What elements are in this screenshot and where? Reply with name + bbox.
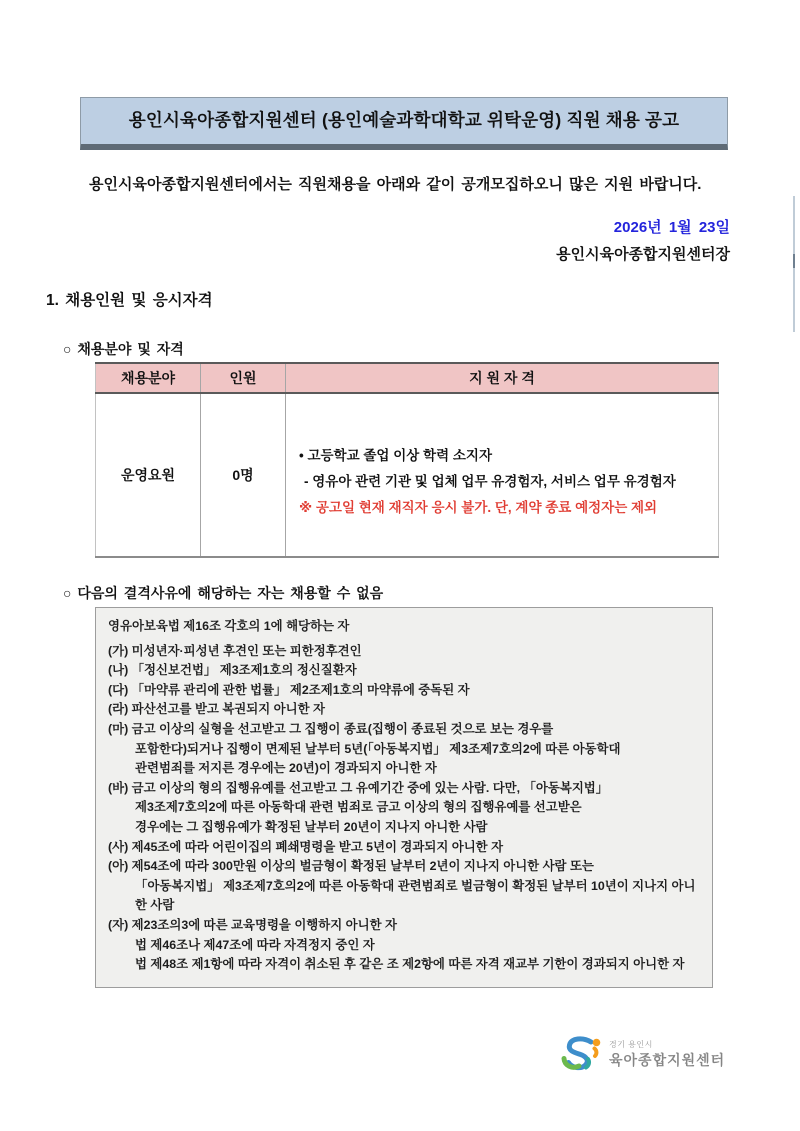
disq-item [108, 700, 700, 720]
logo-region-label: 경기 용인시 [609, 1039, 653, 1049]
disq-item-label: (가) [108, 643, 132, 658]
disq-intro-line: 영유아보육법 제16조 각호의 1에 해당하는 자 [108, 619, 350, 633]
disq-item-list [108, 642, 700, 975]
disq-item-line: (다) 「마약류 관리에 관한 법률」 제2조제1호의 마약류에 중독된 자 [108, 682, 470, 697]
scan-artifact-mark [793, 254, 795, 268]
intro-paragraph: 용인시육아종합지원센터에서는 직원채용을 아래와 같이 공개모집하오니 많은 지원 바랍니다. [89, 176, 702, 193]
disq-item-label: (나) [108, 663, 132, 678]
disq-item [108, 916, 700, 975]
disq-item-line: (아) 제54조에 따라 300만원 이상의 벌금형이 확정된 날부터 2년이 지나지 아니한 사람 또는 [108, 859, 594, 874]
table-header-row [96, 363, 719, 393]
center-logo [558, 1035, 725, 1073]
disq-item-label: (아) [108, 859, 132, 874]
disq-item [108, 779, 700, 838]
disq-item-label: (라) [108, 702, 132, 717]
cell-qualifications [286, 393, 719, 557]
disq-item-line: 법 제48조 제1항에 따라 자격이 취소된 후 같은 조 제2항에 따른 자격 재교부 기한이 경과되지 아니한 자 [135, 957, 685, 972]
col-header-field: 채용분야 [96, 363, 201, 393]
disq-item-line: (마) 금고 이상의 실형을 선고받고 그 집행이 종료(집행이 종료된 것으로 보는 경우를 [108, 721, 554, 736]
disq-item-line: (바) 금고 이상의 형의 집행유예를 선고받고 그 유예기간 중에 있는 사람. 다만, 「아동복지법」 [108, 780, 609, 795]
disq-item-line: 「아동복지법」 제3조제7호의2에 따른 아동학대 관련범죄로 벌금형이 확정된 날부터 10년이 지나지 아니 [135, 878, 696, 893]
cell-recruit-count: 0명 [201, 393, 286, 557]
disq-item-line: 제3조제7호의2에 따른 아동학대 관련 범죄로 금고 이상의 형의 집행유예를 선고받은 [135, 800, 582, 815]
disq-item-line: 경우에는 그 집행유예가 확정된 날부터 20년이 지나지 아니한 사람 [135, 819, 488, 834]
disq-item-line: (가) 미성년자·피성년 후견인 또는 피한정후견인 [108, 643, 362, 658]
disq-item-line: (나) 「정신보건법」 제3조제1호의 정신질환자 [108, 663, 357, 678]
disq-item-line: 한 사람 [135, 898, 175, 913]
disq-item-label: (바) [108, 780, 132, 795]
page-title: 용인시육아종합지원센터 (용인예술과학대학교 위탁운영) 직원 채용 공고 [128, 110, 680, 130]
disq-item-label: (다) [108, 682, 132, 697]
qualification-line-1: • 고등학교 졸업 이상 학력 소지자 [299, 448, 493, 463]
disq-item [108, 857, 700, 916]
subsection-disqualification: ○ 다음의 결격사유에 해당하는 자는 채용할 수 없음 [63, 585, 384, 601]
disq-item [108, 661, 700, 681]
disqualification-box [95, 607, 713, 988]
qualification-line-2: - 영유아 관련 기관 및 업체 업무 유경험자, 서비스 업무 유경험자 [304, 474, 676, 489]
cell-recruit-field: 운영요원 [96, 393, 201, 557]
center-logo-text [609, 1039, 725, 1070]
announcement-date: 2026년 1월 23일 [613, 219, 730, 236]
disq-item [108, 838, 700, 858]
recruitment-table [95, 362, 719, 558]
center-logo-mark-icon [558, 1035, 604, 1073]
qualification-note: ※ 공고일 현재 재직자 응시 불가. 단, 계약 종료 예정자는 제외 [299, 500, 658, 515]
table-row [96, 393, 719, 557]
announcement-title-banner [80, 97, 728, 150]
disq-item-line: (자) 제23조의3에 따른 교육명령을 이행하지 아니한 자 [108, 917, 397, 932]
disq-item [108, 681, 700, 701]
disq-item-label: (마) [108, 721, 132, 736]
disq-item-label: (자) [108, 917, 132, 932]
section-heading-recruitment: 1. 채용인원 및 응시자격 [46, 292, 213, 309]
subsection-recruit-fields: ○ 채용분야 및 자격 [63, 341, 184, 357]
logo-center-name: 육아종합지원센터 [609, 1051, 726, 1068]
signer-title: 용인시육아종합지원센터장 [556, 246, 730, 263]
disq-item-line: (사) 제45조에 따라 어린이집의 폐쇄명령을 받고 5년이 경과되지 아니한 자 [108, 839, 504, 854]
col-header-qualification: 지 원 자 격 [286, 363, 719, 393]
disq-item-line: (라) 파산선고를 받고 복권되지 아니한 자 [108, 702, 325, 717]
disq-item-line: 법 제46조나 제47조에 따라 자격정지 중인 자 [135, 937, 375, 952]
disq-item [108, 642, 700, 662]
col-header-count: 인원 [201, 363, 286, 393]
disq-item-label: (사) [108, 839, 132, 854]
scan-artifact-line [793, 196, 795, 332]
disq-item-line: 포함한다)되거나 집행이 면제된 날부터 5년(「아동복지법」 제3조제7호의2에 따른 아동학대 [135, 741, 621, 756]
disq-item [108, 720, 700, 779]
disq-item-line: 관련범죄를 저지른 경우에는 20년)이 경과되지 아니한 자 [135, 761, 437, 776]
